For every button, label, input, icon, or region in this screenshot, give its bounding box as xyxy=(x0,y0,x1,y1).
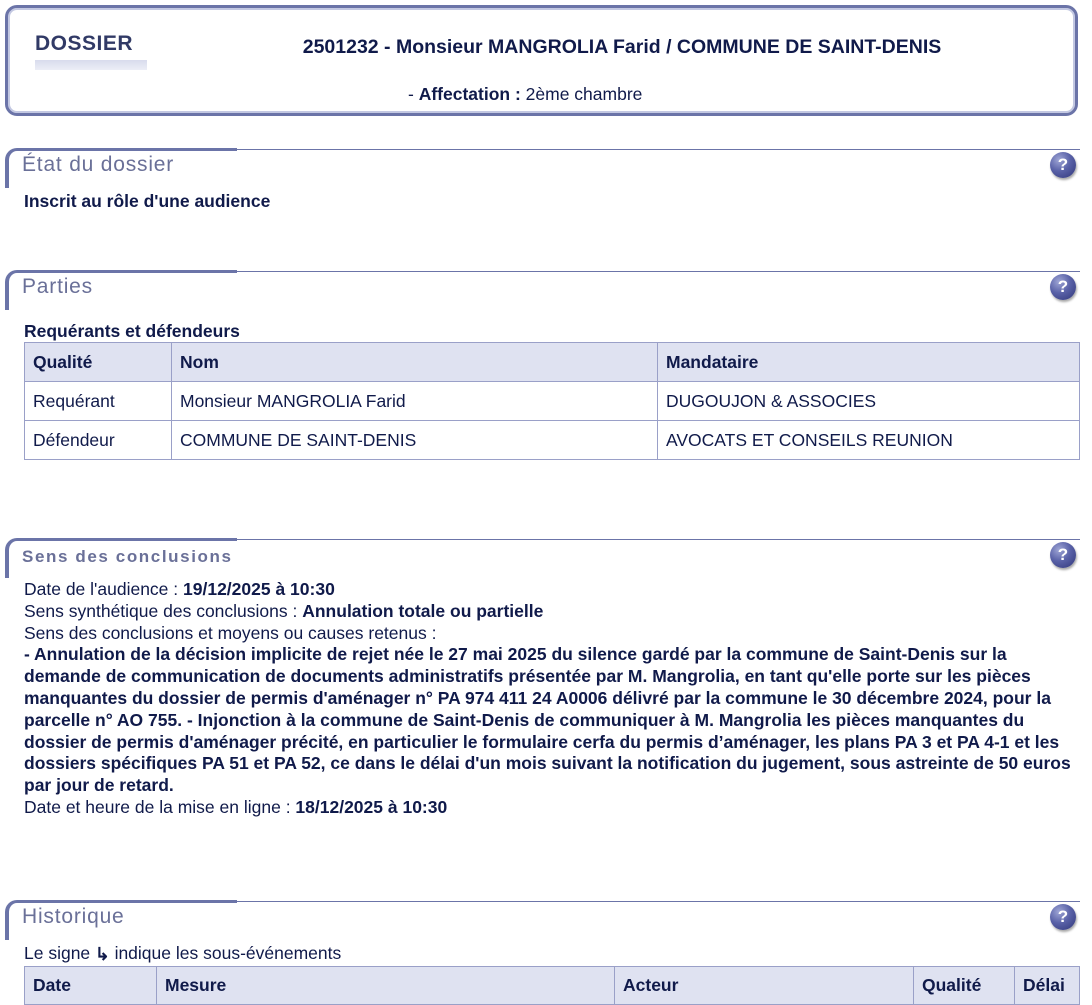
help-question-icon[interactable]: ? xyxy=(1050,152,1076,178)
table-row xyxy=(25,421,1080,460)
cell-nom: Monsieur MANGROLIA Farid xyxy=(172,382,658,421)
table-header-row xyxy=(25,343,1080,382)
affectation-label: Affectation : xyxy=(418,84,521,104)
column-header-delai: Délai xyxy=(1015,967,1080,1005)
synthetique-label: Sens synthétique des conclusions : xyxy=(24,600,303,621)
cell-qualite: Défendeur xyxy=(25,421,172,460)
parties-table xyxy=(24,342,1080,460)
mise-en-ligne-line xyxy=(24,797,1080,819)
moyens-label: Sens des conclusions et moyens ou causes retenus : xyxy=(24,622,437,643)
mise-en-ligne-label: Date et heure de la mise en ligne : xyxy=(24,796,296,817)
section-title-historique: Historique xyxy=(22,905,125,928)
audience-date-value: 19/12/2025 à 10:30 xyxy=(183,579,335,599)
column-header-mesure: Mesure xyxy=(157,967,615,1005)
section-etat-header xyxy=(5,148,1080,196)
section-title-etat: État du dossier xyxy=(22,153,175,176)
etat-status: Inscrit au rôle d'une audience xyxy=(24,191,271,211)
conclusions-body xyxy=(24,579,1080,819)
table-header-row xyxy=(25,967,1080,1005)
audience-date-line xyxy=(24,579,1080,601)
dossier-label: DOSSIER xyxy=(35,32,134,55)
cell-qualite: Requérant xyxy=(25,382,172,421)
sub-event-arrow-icon: ↳ xyxy=(95,944,110,964)
synthetique-line xyxy=(24,601,1080,623)
section-historique-header xyxy=(5,900,1080,948)
affectation-prefix: - xyxy=(408,84,419,104)
dossier-title: 2501232 - Monsieur MANGROLIA Farid / COMMUNE DE SAINT-DENIS xyxy=(302,36,942,58)
audience-date-label: Date de l'audience : xyxy=(24,579,184,599)
historique-legend xyxy=(24,943,341,964)
section-title-parties: Parties xyxy=(22,275,93,298)
section-line xyxy=(237,901,1080,902)
column-header-qualite: Qualité xyxy=(25,343,172,382)
section-line xyxy=(237,271,1080,272)
section-parties-header xyxy=(5,270,1080,318)
column-header-mandataire: Mandataire xyxy=(658,343,1080,382)
help-question-icon[interactable]: ? xyxy=(1050,274,1076,300)
cell-mandataire: DUGOUJON & ASSOCIES xyxy=(658,382,1080,421)
dossier-header xyxy=(5,5,1078,116)
affectation xyxy=(408,84,642,105)
affectation-value: 2ème chambre xyxy=(525,84,643,104)
dossier-label-underline xyxy=(35,60,147,70)
cell-nom: COMMUNE DE SAINT-DENIS xyxy=(172,421,658,460)
section-title-conclusions: Sens des conclusions xyxy=(22,547,233,566)
cell-mandataire: AVOCATS ET CONSEILS REUNION xyxy=(658,421,1080,460)
column-header-nom: Nom xyxy=(172,343,658,382)
synthetique-value: Annulation totale ou partielle xyxy=(302,600,544,621)
parties-subtitle: Requérants et défendeurs xyxy=(24,321,240,341)
table-row xyxy=(25,382,1080,421)
moyens-text: - Annulation de la décision implicite de rejet née le 27 mai 2025 du silence gardé par la commune de Saint-Denis sur la demande de communication de documents administratifs présentée par M. Mangrolia, en tant qu'elle porte sur les pièces manquantes du dossier de permis d'aménager n° PA 974 411 24 A0006 délivré par la commune le 30 décembre 2024, pour la parcelle n° AO 755. - Injonction à la commune de Saint-Denis de communiquer à M. Mangrolia les pièces manquantes du dossier de permis d'aménager précité, en particulier le formulaire cerfa du permis d’aménager, les plans PA 3 et PA 4-1 et les dossiers spécifiques PA 51 et PA 52, ce dans le délai d'un mois suivant la notification du jugement, sous astreinte de 50 euros par jour de retard. xyxy=(24,644,1071,796)
section-line xyxy=(237,149,1080,150)
column-header-qualite: Qualité xyxy=(914,967,1015,1005)
legend-text-before: Le signe xyxy=(24,943,96,963)
help-question-icon[interactable]: ? xyxy=(1050,904,1076,930)
legend-text-after: indique les sous-événements xyxy=(109,943,342,963)
help-question-icon[interactable]: ? xyxy=(1050,542,1076,568)
column-header-date: Date xyxy=(25,967,157,1005)
mise-en-ligne-value: 18/12/2025 à 10:30 xyxy=(295,796,448,817)
section-line xyxy=(237,539,1080,540)
historique-table xyxy=(24,966,1080,1005)
column-header-acteur: Acteur xyxy=(615,967,914,1005)
